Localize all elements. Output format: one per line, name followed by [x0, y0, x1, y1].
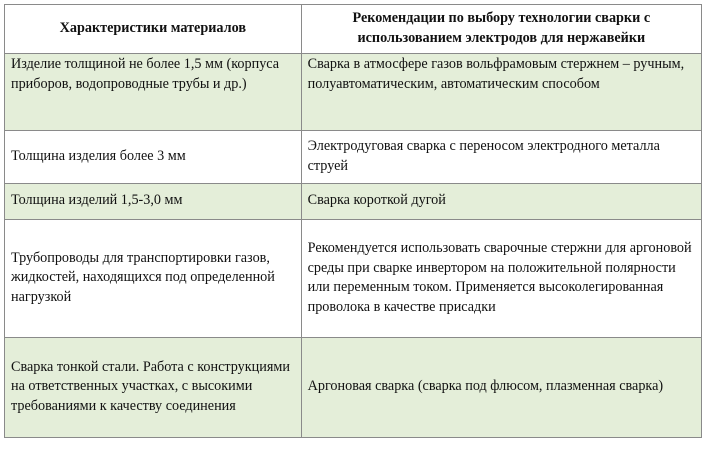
cell-recommendation: Сварка короткой дугой: [301, 184, 701, 220]
cell-material: Толщина изделия более 3 мм: [5, 131, 302, 184]
cell-recommendation: Сварка в атмосфере газов вольфрамовым стержнем – ручным, полуавтоматическим, автоматическим способом: [301, 54, 701, 131]
table-row: [5, 54, 702, 131]
cell-material: Толщина изделий 1,5-3,0 мм: [5, 184, 302, 220]
table-row: [5, 338, 702, 438]
table-header-row: [5, 5, 702, 54]
cell-material: Сварка тонкой стали. Работа с конструкциями на ответственных участках, с высокими требованиями к качеству соединения: [5, 338, 302, 438]
cell-recommendation: Аргоновая сварка (сварка под флюсом, плазменная сварка): [301, 338, 701, 438]
table-row: [5, 131, 702, 184]
cell-recommendation: Электродуговая сварка с переносом электродного металла струей: [301, 131, 701, 184]
cell-material: Изделие толщиной не более 1,5 мм (корпуса приборов, водопроводные трубы и др.): [5, 54, 302, 131]
cell-recommendation: Рекомендуется использовать сварочные стержни для аргоновой среды при сварке инвертором на положительной полярности или переменным током. Применяется высоколегированная проволока в качестве присадки: [301, 220, 701, 338]
table-row: [5, 220, 702, 338]
table-row: [5, 184, 702, 220]
cell-material: Трубопроводы для транспортировки газов, жидкостей, находящихся под определенной нагрузкой: [5, 220, 302, 338]
welding-recommendations-table: [4, 4, 702, 438]
header-recommendations: Рекомендации по выбору технологии сварки с использованием электродов для нержавейки: [301, 5, 701, 54]
header-materials: Характеристики материалов: [5, 5, 302, 54]
